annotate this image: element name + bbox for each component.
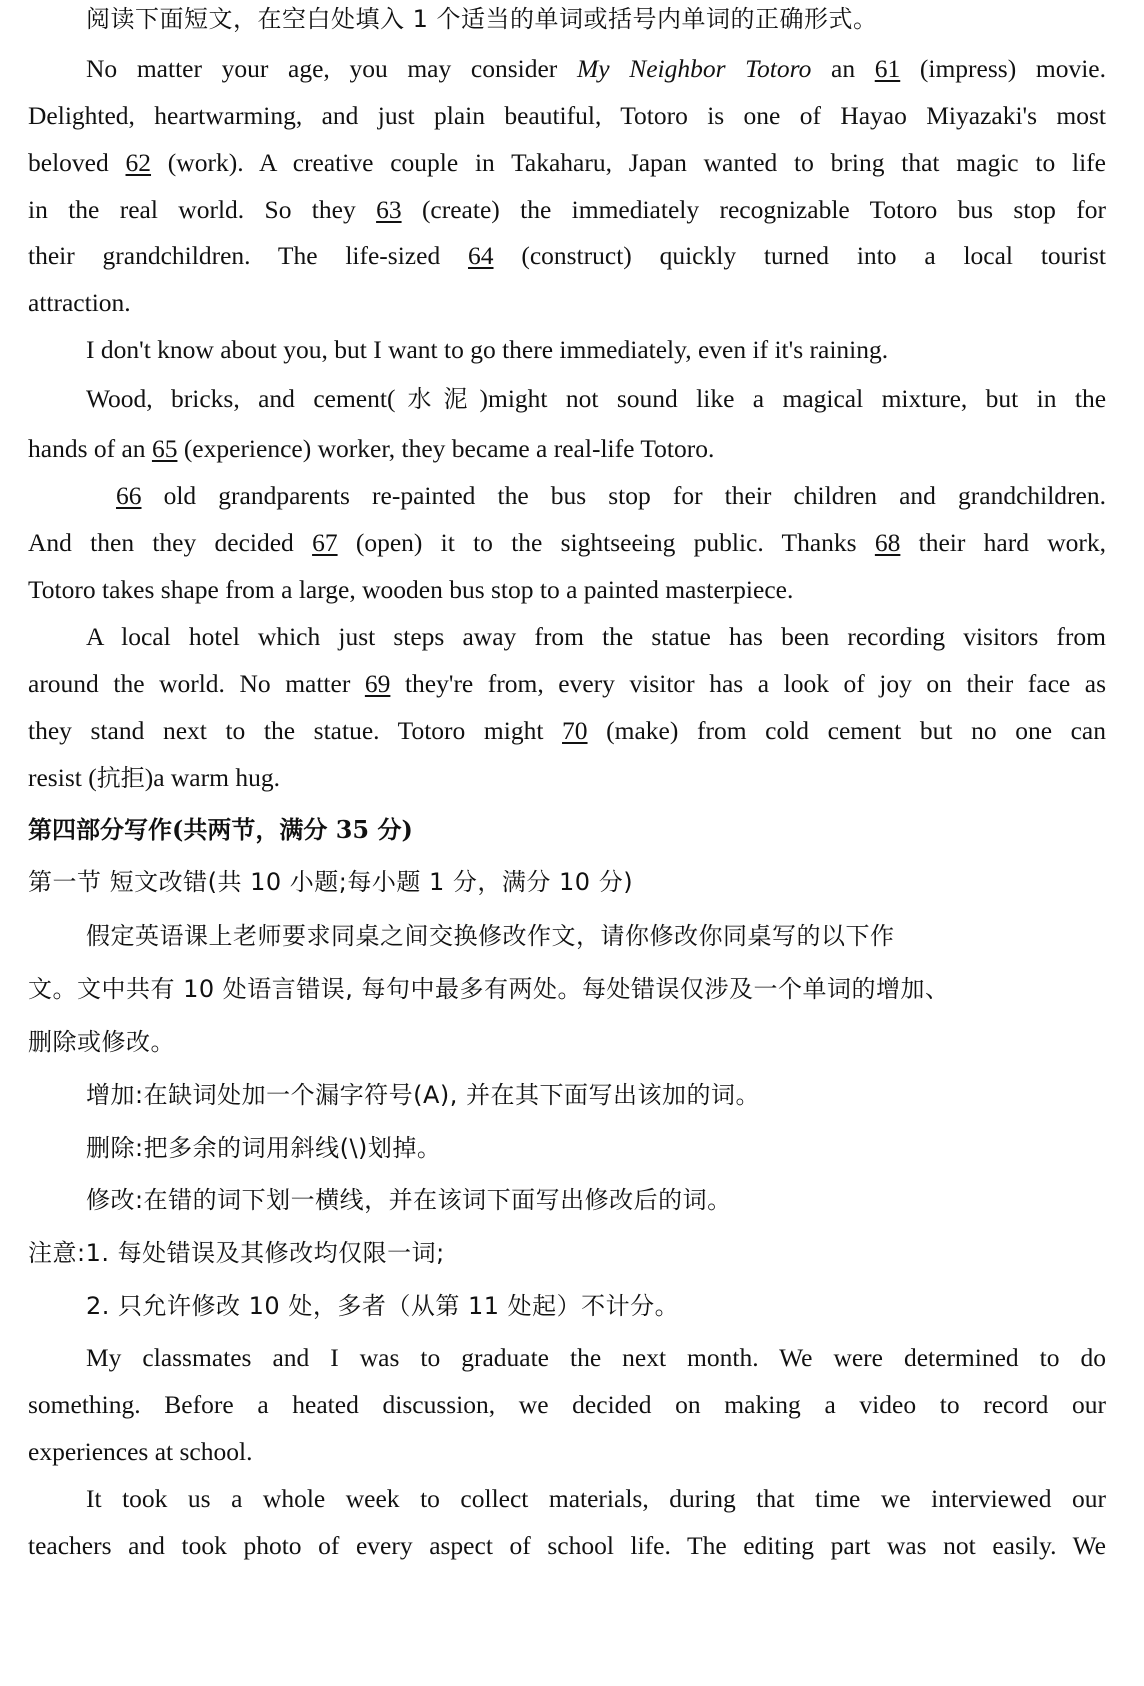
blank-66: 66 <box>116 481 142 510</box>
section1-heading: 第一节 短文改错(共 10 小题;每小题 1 分，满分 10 分) <box>28 868 634 896</box>
blank-63: 63 <box>376 195 402 224</box>
passage-p3-line2: hands of an 65 (experience) worker, they became a real-life Totoro. <box>28 434 715 463</box>
essay-line2: something. Before a heated discussion, we decided on making a video to record our <box>28 1390 1106 1419</box>
passage-p5-line1: A local hotel which just steps away from the statue has been recording visitors from <box>86 622 1106 651</box>
rule-modify: 修改:在错的词下划一横线，并在该词下面写出修改后的词。 <box>86 1186 732 1214</box>
note-2: 2. 只允许修改 10 处，多者（从第 11 处起）不计分。 <box>86 1292 680 1320</box>
blank-70: 70 <box>562 716 588 745</box>
passage-p5-line4: resist (抗拒)a warm hug. <box>28 763 280 792</box>
passage-p1-line6: attraction. <box>28 288 131 317</box>
essay-line5: teachers and took photo of every aspect of school life. The editing part was not easily. We <box>28 1531 1106 1560</box>
part4-desc-line1: 假定英语课上老师要求同桌之间交换修改作文，请你修改你同桌写的以下作 <box>86 922 895 950</box>
blank-67: 67 <box>312 528 338 557</box>
essay-line4: It took us a whole week to collect materials, during that time we interviewed our <box>86 1484 1106 1513</box>
rule-add: 增加:在缺词处加一个漏字符号(A), 并在其下面写出该加的词。 <box>86 1081 760 1109</box>
part4-desc-line3: 删除或修改。 <box>28 1028 175 1056</box>
passage-p1-line4: in the real world. So they 63 (create) the immediately recognizable Totoro bus stop for <box>28 195 1106 224</box>
passage-p1-line3: beloved 62 (work). A creative couple in Takaharu, Japan wanted to bring that magic to life <box>28 148 1106 177</box>
part4-heading: 第四部分写作(共两节，满分 35 分) <box>28 815 413 844</box>
blank-65: 65 <box>151 434 178 463</box>
instruction-line: 阅读下面短文，在空白处填入 1 个适当的单词或括号内单词的正确形式。 <box>86 5 878 33</box>
essay-line1: My classmates and I was to graduate the next month. We were determined to do <box>86 1343 1106 1372</box>
blank-64: 64 <box>468 241 494 270</box>
blank-68: 68 <box>874 528 901 557</box>
passage-p3-line1: Wood, bricks, and cement(水泥)might not sound like a magical mixture, but in the <box>86 384 1107 413</box>
passage-p1-line1: No matter your age, you may consider My Neighbor Totoro an 61 (impress) movie. <box>86 54 1106 83</box>
passage-p1-line5: their grandchildren. The life-sized 64 (construct) quickly turned into a local tourist <box>28 241 1106 270</box>
blank-69: 69 <box>364 669 391 698</box>
passage-p4-line1: 66 old grandparents re-painted the bus stop for their children and grandchildren. <box>116 481 1106 510</box>
part4-desc-line2: 文。文中共有 10 处语言错误, 每句中最多有两处。每处错误仅涉及一个单词的增加、 <box>28 975 950 1003</box>
movie-title: My Neighbor Totoro <box>576 54 812 83</box>
rule-delete: 删除:把多余的词用斜线(\)划掉。 <box>86 1134 442 1162</box>
passage-p2: I don't know about you, but I want to go there immediately, even if it's raining. <box>86 335 889 364</box>
note-1: 注意:1. 每处错误及其修改均仅限一词; <box>28 1239 445 1267</box>
passage-p1-line2: Delighted, heartwarming, and just plain beautiful, Totoro is one of Hayao Miyazaki's most <box>28 101 1106 130</box>
blank-61: 61 <box>874 54 901 83</box>
passage-p5-line2: around the world. No matter 69 they're from, every visitor has a look of joy on their face as <box>28 669 1106 698</box>
passage-p5-line3: they stand next to the statue. Totoro might 70 (make) from cold cement but no one can <box>28 716 1107 745</box>
blank-62: 62 <box>125 148 152 177</box>
passage-p4-line2: And then they decided 67 (open) it to the sightseeing public. Thanks 68 their hard work, <box>28 528 1106 557</box>
essay-line3: experiences at school. <box>28 1437 253 1466</box>
passage-p4-line3: Totoro takes shape from a large, wooden bus stop to a painted masterpiece. <box>28 575 794 604</box>
